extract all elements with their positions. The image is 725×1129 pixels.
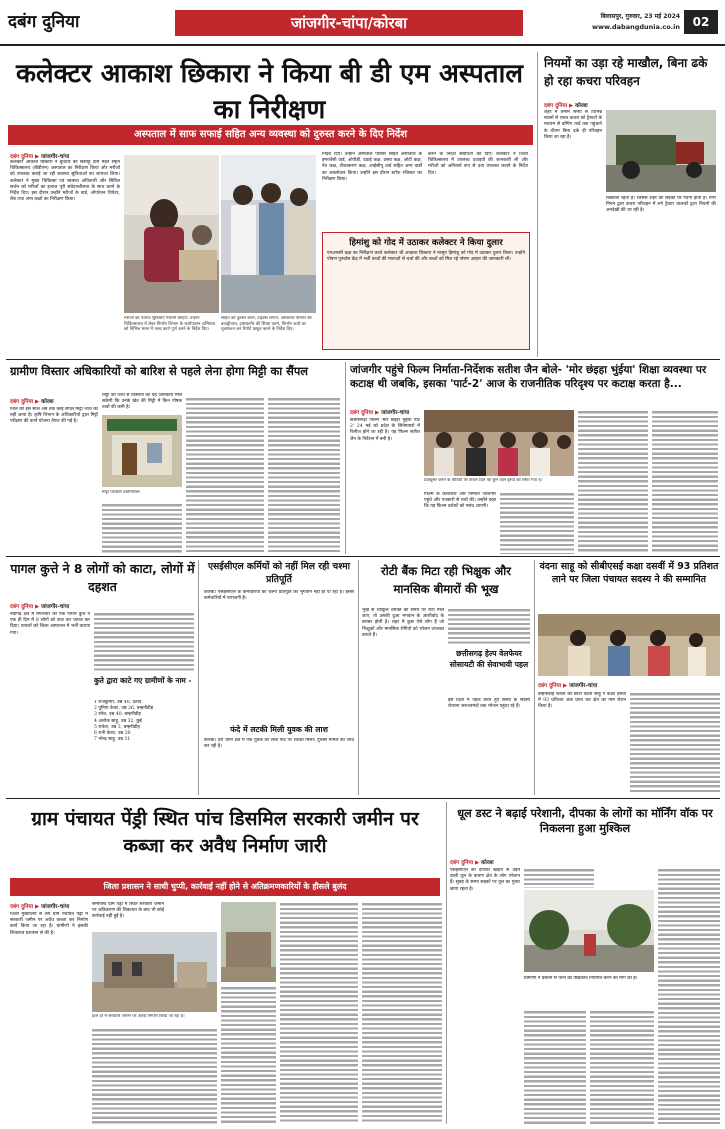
byline-paper: दबंग दुनिया — [544, 103, 568, 109]
felicitation-photo — [538, 614, 720, 676]
dust-body-col1: एसईसीएल की दीपका खदान से उड़ने वाली धूल के कारण क्षेत्र के लोग परेशान हैं। सुबह के समय सड़कों पर धूल का गुबार छाया रहता है। — [450, 868, 520, 892]
lead-subhead: अस्पताल में साफ सफाई सहित अन्य व्यवस्था को दुरुस्त करने के दिए निर्देश — [8, 125, 533, 145]
section-banner — [175, 10, 523, 36]
website-text: www.dabangdunia.co.in — [591, 23, 680, 31]
inset-headline: हिमांशु को गोद में उठाकर कलेक्टर ने किया दुलार — [349, 238, 503, 248]
soil-lab-photo — [102, 415, 182, 487]
land-photo — [92, 932, 217, 1012]
film-body-col3 — [500, 492, 574, 554]
byline-paper: दबंग दुनिया — [10, 154, 34, 160]
land-subhead: जिला प्रशासन ने साधी चुप्पी, कार्रवाई नहीं होने से अतिक्रमणकारियों के हौसले बुलंद — [10, 878, 440, 896]
body-found-subhead: फंदे में लटकी मिली युवक की लाश — [230, 725, 328, 734]
secl-headline: एसईसीएल कर्मियों को नहीं मिल रही चश्मा प्रतिपूर्ति — [207, 561, 351, 585]
film-press-photo — [424, 410, 574, 476]
masthead — [0, 0, 725, 46]
lead-body-col1: कलेक्टर आकाश छिकारा ने बुधवार को बिसाहू दास महंत स्मृति चिकित्सालय (बीडीएम) अस्पताल का निरीक्षण किया और मरीजों को उपलब्ध कराई जा रही स्वास्थ्य सुविधाओं का जायजा लिया। कलेक्टर ने मुख्य चिकित्सा एवं स्वास्थ्य अधिकारी और सिविल सर्जन को मरीजों का इलाज पूरी संवेदनशीलता के साथ करने के निर्देश दिए। इस दौरान उन्होंने मरीजों के वार्ड, ऑपरेशन थियेटर, लैब तथा अन्य कक्षों का निरीक्षण किया। — [10, 160, 120, 203]
film-headline: जांजगीर पहुंचे फिल्म निर्माता-निर्देशक सतीश जैन बोले- 'मोर छंइहा भुंईया' शिक्षा व्यवस्था पर कटाक्ष थी जबकि, इसका 'पार्ट-2' आज के राजनीतिक परिदृश्य पर कटाक्ष करता है... — [350, 364, 707, 390]
student-headline: वंदना साहू को सीबीएसई कक्षा दसवीं में 93 प्रतिशत लाने पर जिला पंचायत सदस्य ने की सम्मानित — [539, 561, 719, 585]
byline-place: कोरबा — [575, 103, 588, 109]
byline-place: जांजगीर-चांपा — [41, 154, 70, 160]
land-body-col1: जिला मुख्यालय से लगे ग्राम पंचायत पेंड्री में सरकारी जमीन पर अवैध कब्जा कर निर्माण कार्य किया जा रहा है। ग्रामीणों ने इसकी शिकायत प्रशासन से की है। — [10, 912, 88, 936]
dogs-subhead: कुते द्वारा काटे गए ग्रामीणों के नाम - — [94, 676, 192, 685]
secl-body: कोरबा। एसईसीएल के कर्मचारियों को चश्मा प्रतिपूर्ति का भुगतान नहीं हो पा रहा है। इससे कर्मचारियों में नाराजगी है। — [204, 590, 354, 602]
column-rule — [345, 362, 346, 554]
column-rule — [534, 560, 535, 795]
soil-headline: ग्रामीण विस्तार अधिकारियों को बारिश से पहले लेना होगा मिट्टी का सैंपल — [10, 364, 309, 378]
column-rule — [537, 52, 538, 357]
land-body-col2: समीपस्थ ग्राम पेंड्री में स्थित सरकारी जमीन पर अतिक्रमण की शिकायत के बाद भी कोई कार्रवाई नहीं हुई है। — [92, 902, 164, 920]
byline-place: जांजगीर-चांपा — [41, 604, 70, 610]
student-body-col1: बम्हनीडीह ब्लॉक की छात्रा वंदना साहू ने कक्षा दसवीं में 93 प्रतिशत अंक प्राप्त कर क्षेत्र का नाम रोशन किया है। — [538, 692, 626, 710]
dust-body-col4 — [524, 1010, 586, 1124]
paper-logo — [8, 6, 120, 38]
dust-body-col3: ग्रामीणों ने प्रबंधन से पानी का छिड़काव नियमित करने की मांग की है। — [524, 976, 638, 981]
side-headline: नियमों का उड़ा रहे माखौल, बिना ढके हो रहा कचरा परिवहन — [544, 56, 708, 88]
dogs-headline: पागल कुत्ते ने 8 लोगों को काटा, लोगों में दहशत — [10, 561, 195, 594]
soil-byline: दबंग दुनिया ▶ कोरबा — [10, 399, 54, 405]
lead-photo-1 — [124, 155, 219, 313]
dust-body-col6 — [658, 868, 720, 1124]
lead-photo-1-caption: मरीजों को पर्याप्त सुविधाएं मिलनी चाहिए। उन्होंने चिकित्सालय में लेबर निर्माण विभाग के कार्यपालन अभियंता को विभिन्न भवन में जल्द कार्य पूर्ण करने के निर्देश दिए। — [124, 316, 216, 332]
lead-byline: दबंग दुनिया ▶ जांजगीर-चांपा — [10, 154, 70, 160]
dust-headline: धूल डस्ट ने बढ़ाई परेशानी, दीपका के लोगों का मॉर्निंग वॉक पर निकलना हुआ मुश्किल — [457, 807, 713, 835]
dusty-road-photo — [524, 890, 654, 972]
hospital-photo-1 — [124, 155, 219, 313]
byline-paper: दबंग दुनिया — [350, 410, 374, 416]
logo-text: दबंग दुनिया — [8, 12, 80, 32]
construction-photo — [92, 932, 217, 1012]
page-number: 02 — [684, 10, 718, 34]
soil-body-col4 — [186, 397, 264, 553]
lead-body-col2: निर्देश दिए। उन्होंने अस्पताल परिसर सहित अस्पताल के इमरजेंसी वार्ड, ओपीडी, दवाई कक्ष, प्रसव कक्ष, ओटी कक्ष, नेत्र कक्ष, टीकाकरण कक्ष, आईसीयू वार्ड सहित अन्य वार्डों का अवलोकन किया। उन्होंने इस दौरान स्टॉफ रजिस्टर का निरीक्षण किया। — [322, 152, 422, 182]
column-rule — [198, 560, 199, 795]
dogs-body-col2 — [94, 612, 194, 672]
film-body-col2: फिल्म के कलाकार और निर्माता जांजगीर पहुंचे और पत्रकारों से चर्चा की। उन्होंने कहा कि यह फिल्म दर्शकों को पसंद आएगी। — [424, 492, 496, 510]
soil-body-col1: जिले को इस साल अब तक कोई सैंपल मिट्टी जांच का नहीं आया है। कृषि विभाग के अधिकारियों द्वारा मिट्टी परीक्षण की कार्य योजना तैयार की गई है। — [10, 407, 98, 425]
lead-photo-2-caption: सहित को दुरुस्त करने, टाइल्स लगाने, अस्पताल परिसर की बाउंड्रीवाल, ट्रांसफार्मर की शिफ्ट करने, निर्माण कार्य का मूल्यांकन कर रिपोर्ट प्रस्तुत करने के निर्देश दिए। — [221, 316, 312, 332]
soil-photo — [102, 415, 182, 487]
land-site-photo — [221, 902, 276, 982]
soil-photo-caption: मिट्टी परीक्षण प्रयोगशाला — [102, 490, 140, 495]
side-body-col1: शहर में तमाम समय से विभिन्न स्थानों से एकत्र कचरा को ट्रैक्टरों के माध्यम से डम्पिंग यार्ड तक पहुंचाने के दौरान बिना ढके ही परिवहन किया जा रहा है। — [544, 110, 602, 140]
lead-body-col3: करने के निर्देश संबंधितों को दिए। कलेक्टर ने जिला चिकित्सालय में उपलब्ध दवाइयों की जानकारी ली और मरीजों को अनिवार्य रूप से दवा उपलब्ध कराने के निर्देश दिए। — [428, 152, 528, 176]
byline-place: जांजगीर-चांपा — [569, 683, 598, 689]
land-body-col5 — [280, 902, 358, 1124]
byline-paper: दबंग दुनिया — [450, 860, 474, 866]
date-text: बिलासपुर, गुरुवार, 23 मई 2024 — [600, 13, 680, 20]
section-title: जांजगीर-चांपा/कोरबा — [290, 14, 408, 32]
film-photo — [424, 410, 574, 476]
film-photo-caption: प्रोड्यूसर करने के वीडियो पर केवल दिल को छूने वाले दृश्यों को लिया गया है। — [424, 478, 543, 483]
lead-headline: कलेक्टर आकाश छिकारा ने किया बी डी एम अस्पताल का निरीक्षण — [16, 59, 523, 125]
soil-body-col3 — [102, 503, 182, 553]
dogs-byline: दबंग दुनिया ▶ जांजगीर-चांपा — [10, 604, 70, 610]
soil-body-col2: मिट्टी की जांच से किसानों को यह जानकारी मिल सकेगी कि उनके खेत की मिट्टी में किन पोषक तत्वों की कमी है। — [102, 393, 182, 411]
roti-body-col1: भूख से व्याकुल व्यक्ति को समय पर रोटी मिल जाए, तो उसकी दुआ भगवान के आशीर्वाद के बराबर होती है। शहर में कुछ ऐसे लोग हैं जो भिक्षुकों और मानसिक रोगियों को भोजन उपलब्ध कराते हैं। — [362, 608, 444, 638]
dust-byline: दबंग दुनिया ▶ कोरबा — [450, 860, 494, 866]
side-photo — [606, 110, 716, 192]
student-body-col2 — [630, 692, 720, 794]
dust-photo — [524, 890, 654, 972]
dust-body-col5 — [590, 1010, 654, 1124]
land-byline: दबंग दुनिया ▶ जांजगीर-चांपा — [10, 904, 70, 910]
column-rule — [446, 802, 447, 1124]
roti-body-col2 — [448, 608, 530, 644]
byline-place: कोरबा — [481, 860, 494, 866]
land-headline: ग्राम पंचायत पेंड्री स्थित पांच डिसमिल सरकारी जमीन पर कब्जा कर अवैध निर्माण जारी — [31, 808, 419, 857]
byline-paper: दबंग दुनिया — [10, 604, 34, 610]
film-body-col5 — [652, 410, 718, 554]
byline-place: कोरबा — [41, 399, 54, 405]
dateline — [540, 12, 680, 31]
film-byline: दबंग दुनिया ▶ जांजगीर-चांपा — [350, 410, 410, 416]
lead-photo-2 — [221, 155, 316, 313]
land-photo-2 — [221, 902, 276, 982]
roti-headline: रोटी बैंक मिटा रही भिक्षुक और मानसिक बीमारों की भूख — [381, 564, 511, 596]
film-body-col1: छत्तीसगढ़ी फिल्म 'मोर छंइहा भुंईया पार्ट 2' 24 मई को प्रदेश के सिनेमाघरों में रिलीज होने जा रही है। यह फिल्म सतीश जैन के निर्देशन में बनी है। — [350, 418, 420, 442]
inset-body: एनआरसी कक्ष का निरीक्षण करते कलेक्टर श्री आकाश छिकारा ने मासूम हिमांशु को गोद में उठाकर दुलार किया। उन्होंने पोषण पुनर्वास केंद्र में भर्ती बच्चों की माताओं से चर्चा की और बच्चों को मिल रहे पोषण आहार की जानकारी ली। — [327, 251, 525, 263]
column-rule — [358, 560, 359, 795]
byline-paper: दबंग दुनिया — [10, 399, 34, 405]
land-body-col3 — [92, 1028, 217, 1124]
dogs-names-list: 1 राजकुमार, उम्र 40, दतौद 2 पुनिया केवट, उम्र 26, बम्हनीडीह 3 रमेश, उम्र 40, बम्हनीडीह 4 अशोक साहू, उम्र 32, छुई 5 राकेश, उम्र 3, बम्हनीडीह 6 रानी केवट, उम्र 30 7 नरेन्द्र साहू, उम्र 31 — [94, 700, 154, 743]
hospital-photo-2 — [221, 155, 316, 313]
student-photo — [538, 614, 720, 676]
student-byline: दबंग दुनिया ▶ जांजगीर-चांपा — [538, 683, 598, 689]
land-body-col4 — [221, 986, 276, 1124]
film-body-col4 — [578, 410, 648, 554]
side-byline: दबंग दुनिया ▶ कोरबा — [544, 103, 588, 109]
tractor-photo — [606, 110, 716, 192]
divider-1 — [6, 359, 720, 360]
byline-paper: दबंग दुनिया — [10, 904, 34, 910]
roti-body-col3: इस दिशा में पहल करते हुए संस्था के सदस्य रोजाना जरूरतमंदों तक भोजन पहुंचा रहे हैं। — [448, 698, 530, 710]
divider-3 — [6, 798, 720, 799]
roti-subhead: छत्तीसगढ़ हेल्प वेलफेयर सोसायटी की सेवाभावी पहल — [449, 649, 529, 669]
land-photo-caption: हाल ही में सरकारी जमीन पर अवैध निर्माण किया जा रहा है। — [92, 1014, 185, 1019]
side-body-col2: बिखरता रहता है। जिससे शहर की सड़कों पर गंदगी होती है। नगर निगम द्वारा कचरा परिवहन में लगे ट्रैक्टर चालकों द्वारा नियमों की अनदेखी की जा रही है। — [606, 196, 716, 214]
soil-body-col5 — [268, 397, 340, 553]
divider-2 — [6, 556, 720, 557]
byline-paper: दबंग दुनिया — [538, 683, 562, 689]
byline-place: जांजगीर-चांपा — [381, 410, 410, 416]
byline-place: जांजगीर-चांपा — [41, 904, 70, 910]
land-body-col6 — [362, 902, 442, 1124]
dogs-body-col1: नवागढ़ क्षेत्र में मंगलवार को एक पागल कुत्ते ने एक ही दिन में 8 लोगों को काट कर घायल कर दिया। घायलों को जिला अस्पताल में भर्ती कराया गया। — [10, 612, 90, 636]
body-found-text: कोरबा। दर्री थाना क्षेत्र में एक युवक की लाश फंदे पर लटकी मिली। पुलिस मामले की जांच कर रही है। — [204, 738, 354, 750]
lead-inset-box — [322, 232, 530, 350]
dust-body-col2 — [524, 868, 594, 888]
